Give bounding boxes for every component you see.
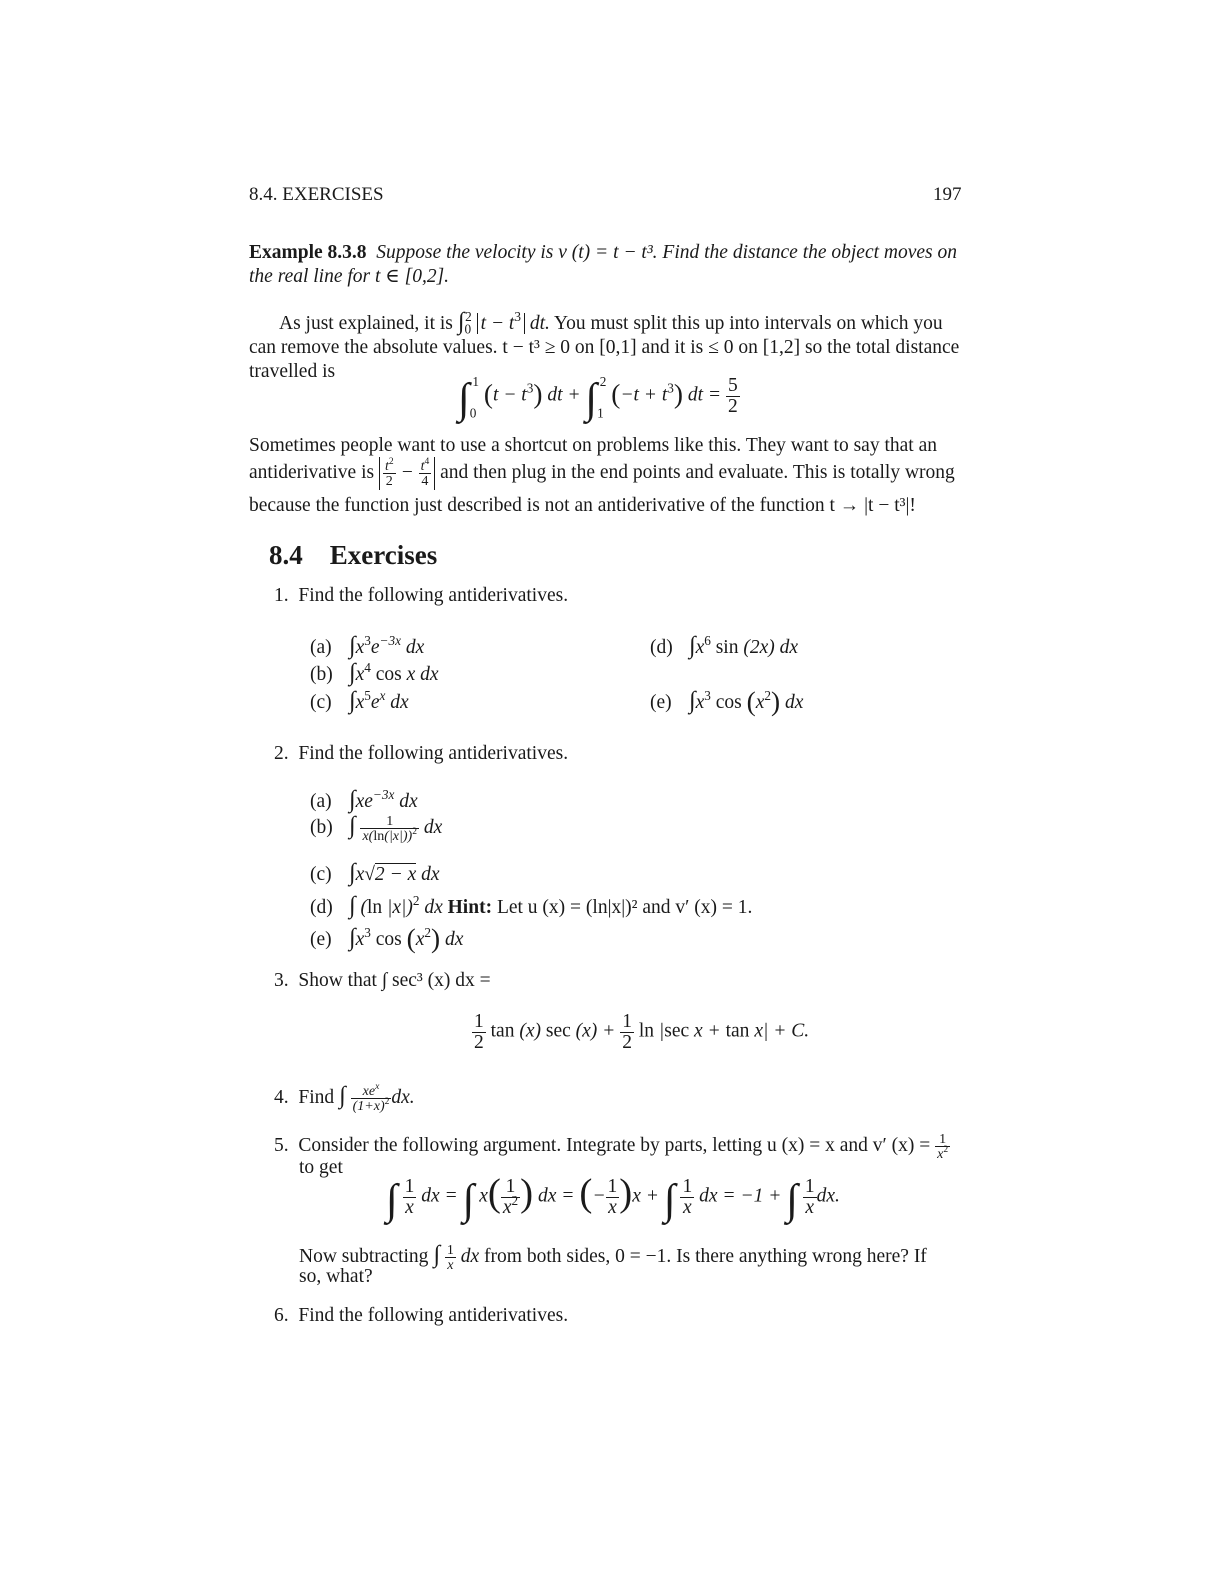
exercise-2d: (d) ∫ (ln |x|)$^2$ dx Hint: Let u (x) = (ln|x|)² and v′ (x) = 1. — [310, 892, 753, 919]
exercise-5-number: 5. — [274, 1135, 289, 1157]
exercise-6 — [274, 1305, 568, 1327]
exercise-5-after-3: so, what? — [299, 1266, 373, 1287]
inline-integral: $\int_0^2$ $t - t^3$ dt. — [457, 308, 550, 337]
label-e: (e) — [650, 692, 672, 713]
label-a: (a) — [310, 637, 332, 658]
label-d: (d) — [650, 637, 673, 658]
para2-line1: Sometimes people want to use a shortcut on problems like this. They want to say that an — [249, 435, 937, 456]
sec-cubed-result: $\frac{1}{2}$ tan (x) sec (x) + $\frac{1}{2}$ ln |sec x + tan x| + C. — [474, 1011, 810, 1053]
label-a: (a) — [310, 791, 332, 812]
exercise-5-text-2: to get — [299, 1157, 343, 1178]
para1-line1 — [279, 309, 943, 336]
exercise-1-number: 1. — [274, 585, 289, 606]
exercise-4-text: Find — [298, 1087, 335, 1108]
label-c: (c) — [310, 864, 332, 885]
exercise-1a: (a) $\int x^3e^{-3x}$ dx — [310, 632, 425, 659]
exercise-1 — [274, 585, 568, 607]
label-b: (b) — [310, 817, 333, 838]
exercise-1d: (d) $\int x^6$ sin (2x) dx — [650, 632, 799, 659]
exercise-3-number: 3. — [274, 970, 289, 991]
running-header: 8.4. EXERCISES — [249, 184, 384, 205]
exercise-2 — [274, 743, 568, 765]
para2-line3: because the function just described is not an antiderivative of the function t → |t − t³|! — [249, 495, 916, 516]
exercise-4: 4. Find ∫ $\frac{xe^x}{(1+x)^2}$ dx. — [274, 1081, 415, 1115]
label-c: (c) — [310, 692, 332, 713]
exercise-2c: (c) ∫x√2 − x dx — [310, 859, 440, 886]
exercise-6-number: 6. — [274, 1305, 289, 1326]
label-d: (d) — [310, 897, 333, 918]
exercise-5: 5. Consider the following argument. Integrate by parts, letting u (x) = x and v′ (x) = $\frac{1}{x^2}$ — [274, 1131, 949, 1163]
exercise-1b: (b) $\int x^4$ cos x dx — [310, 659, 439, 686]
exercise-5-after-2: from both sides, 0 = −1. Is there anything wrong here? If — [484, 1246, 927, 1267]
exercise-5-after-1: Now subtracting — [299, 1246, 429, 1267]
exercise-2e: (e) $\int x^3$ $\cos (x^2)$ dx — [310, 923, 464, 954]
example-statement-line1: Suppose the velocity is v (t) = t − t³. Find the distance the object moves on — [376, 242, 958, 263]
hint-label: Hint: — [447, 897, 493, 918]
label-b: (b) — [310, 664, 333, 685]
exercise-1-text: Find the following antiderivatives. — [298, 585, 569, 606]
para2-line2 — [249, 457, 955, 490]
example-label: Example 8.3.8 — [249, 242, 367, 263]
para1-line2: can remove the absolute values. t − t³ ≥ 0 on [0,1] and it is ≤ 0 on [1,2] so the total distance — [249, 337, 960, 358]
parts-argument-equation: ∫ $\frac{1}{x}$ dx = ∫ x( $\frac{1}{x^2}$ ) dx = (− $\frac{1}{x}$ )x + ∫ $\frac{1}{x}$ dx = −1 + ∫ $\frac{1}{x}$ dx. — [386, 1171, 840, 1224]
example-statement — [249, 240, 957, 265]
section-title: Exercises — [329, 540, 438, 570]
exercise-6-text: Find the following antiderivatives. — [298, 1305, 569, 1326]
exercise-5-after-line1: Now subtracting ∫ $\frac{1}{x}$ dx from both sides, 0 = −1. Is there anything wrong here? If — [299, 1241, 927, 1274]
exercise-2-text: Find the following antiderivatives. — [298, 743, 569, 764]
exercise-2b: (b) ∫ $\frac{1}{x(\ln(|x|))^2}$ dx — [310, 812, 443, 845]
exercise-3 — [274, 970, 491, 992]
distance-equation: $\int_0^1$ $(t - t^3)$ dt + $\int_1^2$ $(-t + t^3)$ dt = $\frac{5}{2}$ — [458, 373, 738, 423]
wrong-antiderivative: $\frac{t^2}{2}$ − $\frac{t^4}{4}$ — [379, 462, 435, 483]
exercise-1e: (e) $\int x^3$ $\cos (x^2)$ dx — [650, 686, 804, 717]
exercise-4-number: 4. — [274, 1087, 289, 1108]
para1-line3: travelled is — [249, 361, 336, 382]
exercise-3-text: Show that ∫ sec³ (x) dx = — [298, 970, 491, 991]
hint-text: Let u (x) = (ln|x|)² and v′ (x) = 1. — [496, 897, 753, 918]
exercise-2-number: 2. — [274, 743, 289, 764]
example-statement-line2: the real line for t ∈ [0,2]. — [249, 266, 450, 287]
label-e: (e) — [310, 929, 332, 950]
para2-line2-text-a: antiderivative is — [249, 462, 375, 484]
page-number: 197 — [933, 184, 962, 205]
section-heading — [269, 540, 437, 571]
para2-line2-text-b: and then plug in the end points and evaluate. This is totally wrong — [440, 462, 955, 484]
para1-line1-text-b: You must split this up into intervals on which you — [554, 313, 943, 334]
exercise-5-text-1: Consider the following argument. Integrate by parts, letting u (x) = x and v′ (x) = — [298, 1135, 931, 1157]
section-number: 8.4 — [269, 540, 303, 570]
para1-line1-text-a: As just explained, it is — [279, 313, 453, 334]
exercise-1c: (c) $\int x^5e^x$ dx — [310, 687, 409, 714]
exercise-2a: (a) $\int xe^{-3x}$ dx — [310, 786, 418, 813]
